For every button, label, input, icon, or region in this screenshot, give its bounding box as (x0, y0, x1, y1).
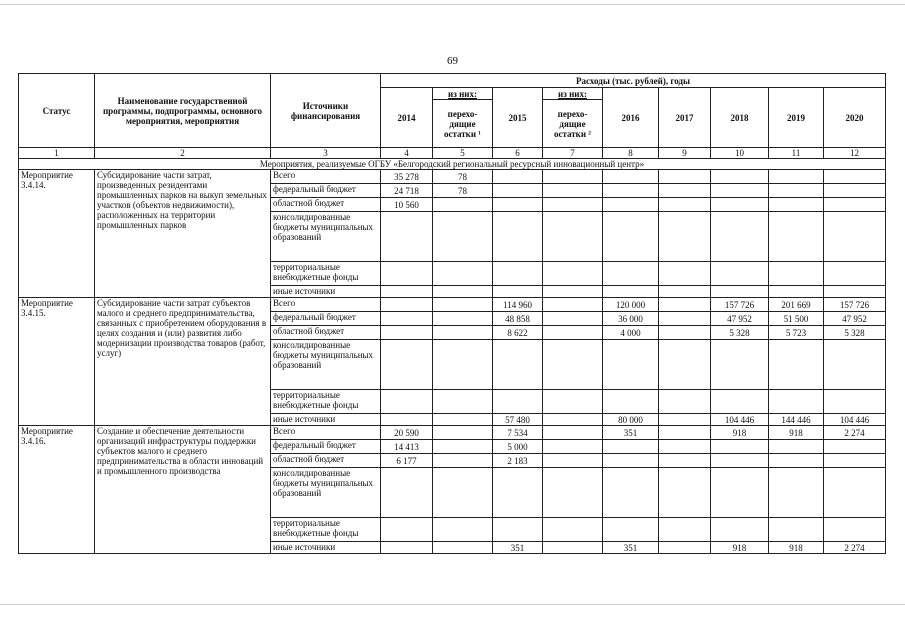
header-carry-1: перехо-дящие остатки ¹ (433, 100, 493, 148)
amount-cell (381, 286, 433, 298)
amount-cell (711, 454, 769, 468)
amount-cell: 2 274 (824, 542, 886, 554)
amount-cell (543, 454, 603, 468)
amount-cell (824, 286, 886, 298)
amount-cell (824, 198, 886, 212)
amount-cell (711, 184, 769, 198)
amount-cell (824, 184, 886, 198)
column-number: 11 (769, 148, 824, 159)
amount-cell (543, 298, 603, 312)
amount-cell (659, 184, 711, 198)
amount-cell (659, 390, 711, 414)
amount-cell: 2 274 (824, 426, 886, 440)
amount-cell (659, 518, 711, 542)
amount-cell (381, 390, 433, 414)
amount-cell: 144 446 (769, 414, 824, 426)
amount-cell: 8 622 (493, 326, 543, 340)
amount-cell (381, 312, 433, 326)
amount-cell: 80 000 (603, 414, 659, 426)
amount-cell: 5 723 (769, 326, 824, 340)
amount-cell (433, 262, 493, 286)
amount-cell (433, 312, 493, 326)
amount-cell (433, 390, 493, 414)
amount-cell (381, 542, 433, 554)
amount-cell (824, 518, 886, 542)
amount-cell (543, 440, 603, 454)
amount-cell (543, 170, 603, 184)
scan-edge-top (0, 4, 905, 5)
measure-name: Субсидирование части затрат субъектов малого и среднего предпринимательства, связанных с приобретением оборудования в целях создания и (или) развития либо модернизации производства товаров (работ, услуг) (95, 298, 271, 426)
amount-cell (659, 414, 711, 426)
amount-cell (381, 468, 433, 518)
amount-cell (711, 286, 769, 298)
amount-cell (659, 212, 711, 262)
amount-cell (543, 262, 603, 286)
amount-cell (603, 198, 659, 212)
amount-cell (543, 542, 603, 554)
amount-cell (659, 312, 711, 326)
amount-cell (824, 170, 886, 184)
funding-source: иные источники (271, 542, 381, 554)
column-number: 12 (824, 148, 886, 159)
amount-cell (603, 184, 659, 198)
amount-cell (603, 286, 659, 298)
measure-name: Создание и обеспечение деятельности организаций инфраструктуры поддержки субъектов малого и среднего предпринимательства в области инноваций и промышленного производства (95, 426, 271, 554)
amount-cell: 918 (711, 426, 769, 440)
amount-cell (659, 262, 711, 286)
amount-cell: 120 000 (603, 298, 659, 312)
amount-cell: 48 858 (493, 312, 543, 326)
column-number: 3 (271, 148, 381, 159)
amount-cell (603, 262, 659, 286)
amount-cell (603, 454, 659, 468)
header-2014: 2014 (381, 88, 433, 148)
amount-cell (433, 542, 493, 554)
amount-cell: 918 (711, 542, 769, 554)
amount-cell (659, 440, 711, 454)
amount-cell: 24 718 (381, 184, 433, 198)
header-2019: 2019 (769, 88, 824, 148)
amount-cell (769, 170, 824, 184)
funding-source: областной бюджет (271, 454, 381, 468)
amount-cell (433, 518, 493, 542)
amount-cell (543, 518, 603, 542)
amount-cell (433, 440, 493, 454)
amount-cell (381, 414, 433, 426)
amount-cell (659, 454, 711, 468)
amount-cell: 157 726 (824, 298, 886, 312)
funding-source: областной бюджет (271, 198, 381, 212)
amount-cell (543, 414, 603, 426)
column-number: 5 (433, 148, 493, 159)
header-2017: 2017 (659, 88, 711, 148)
amount-cell (659, 286, 711, 298)
amount-cell (711, 468, 769, 518)
table-row (19, 170, 886, 184)
amount-cell (769, 286, 824, 298)
amount-cell (603, 212, 659, 262)
funding-source: Всего (271, 170, 381, 184)
amount-cell (659, 542, 711, 554)
amount-cell (659, 198, 711, 212)
column-number: 1 (19, 148, 95, 159)
amount-cell (711, 170, 769, 184)
amount-cell (543, 468, 603, 518)
amount-cell: 14 413 (381, 440, 433, 454)
scan-edge-bottom (0, 604, 905, 605)
amount-cell: 5 328 (711, 326, 769, 340)
amount-cell (603, 340, 659, 390)
amount-cell (711, 212, 769, 262)
amount-cell (543, 198, 603, 212)
amount-cell: 104 446 (711, 414, 769, 426)
amount-cell (603, 390, 659, 414)
table-header (19, 74, 886, 170)
amount-cell (493, 518, 543, 542)
funding-source: иные источники (271, 414, 381, 426)
header-sources: Источники финансирования (271, 74, 381, 148)
column-number: 7 (543, 148, 603, 159)
amount-cell (824, 212, 886, 262)
amount-cell (711, 262, 769, 286)
amount-cell (603, 170, 659, 184)
amount-cell (543, 326, 603, 340)
amount-cell (493, 198, 543, 212)
header-name: Наименование государственной программы, подпрограммы, основного мероприятия, мероприятия (95, 74, 271, 148)
amount-cell (824, 340, 886, 390)
funding-source: территориальные внебюджетные фонды (271, 390, 381, 414)
amount-cell (769, 262, 824, 286)
amount-cell (711, 440, 769, 454)
amount-cell: 5 000 (493, 440, 543, 454)
amount-cell: 35 278 (381, 170, 433, 184)
amount-cell (659, 326, 711, 340)
header-carry-2: перехо-дящие остатки ² (543, 100, 603, 148)
amount-cell: 114 960 (493, 298, 543, 312)
amount-cell (543, 390, 603, 414)
amount-cell (711, 340, 769, 390)
funding-source: консолидированные бюджеты муниципальных образований (271, 212, 381, 262)
amount-cell (769, 454, 824, 468)
amount-cell: 47 952 (711, 312, 769, 326)
amount-cell: 918 (769, 426, 824, 440)
amount-cell: 2 183 (493, 454, 543, 468)
measure-status: Мероприятие 3.4.15. (19, 298, 95, 426)
amount-cell (824, 440, 886, 454)
amount-cell: 51 500 (769, 312, 824, 326)
amount-cell (493, 390, 543, 414)
amount-cell (824, 468, 886, 518)
column-number: 8 (603, 148, 659, 159)
header-status: Статус (19, 74, 95, 148)
amount-cell (493, 212, 543, 262)
amount-cell (433, 426, 493, 440)
measure-status: Мероприятие 3.4.16. (19, 426, 95, 554)
amount-cell (711, 518, 769, 542)
funding-source: территориальные внебюджетные фонды (271, 262, 381, 286)
header-2016: 2016 (603, 88, 659, 148)
amount-cell: 157 726 (711, 298, 769, 312)
page-number: 69 (447, 55, 458, 67)
header-of-which-2: из них: (543, 88, 603, 100)
amount-cell (493, 286, 543, 298)
amount-cell: 351 (603, 426, 659, 440)
amount-cell (659, 170, 711, 184)
amount-cell (493, 170, 543, 184)
amount-cell (543, 286, 603, 298)
amount-cell (659, 426, 711, 440)
amount-cell (603, 468, 659, 518)
amount-cell: 4 000 (603, 326, 659, 340)
amount-cell (769, 390, 824, 414)
table-body (19, 170, 886, 554)
amount-cell (381, 340, 433, 390)
funding-source: областной бюджет (271, 326, 381, 340)
measure-status: Мероприятие 3.4.14. (19, 170, 95, 298)
amount-cell (433, 198, 493, 212)
funding-source: федеральный бюджет (271, 184, 381, 198)
amount-cell: 104 446 (824, 414, 886, 426)
funding-source: территориальные внебюджетные фонды (271, 518, 381, 542)
amount-cell (433, 468, 493, 518)
amount-cell: 6 177 (381, 454, 433, 468)
column-number: 6 (493, 148, 543, 159)
amount-cell (769, 198, 824, 212)
amount-cell (381, 326, 433, 340)
amount-cell: 78 (433, 170, 493, 184)
amount-cell (769, 184, 824, 198)
amount-cell (603, 440, 659, 454)
amount-cell (381, 518, 433, 542)
header-2015: 2015 (493, 88, 543, 148)
amount-cell: 78 (433, 184, 493, 198)
budget-table (18, 73, 886, 554)
amount-cell: 10 560 (381, 198, 433, 212)
funding-source: Всего (271, 298, 381, 312)
column-number: 2 (95, 148, 271, 159)
amount-cell (433, 340, 493, 390)
amount-cell: 47 952 (824, 312, 886, 326)
amount-cell (433, 298, 493, 312)
amount-cell (711, 198, 769, 212)
amount-cell (659, 298, 711, 312)
funding-source: консолидированные бюджеты муниципальных образований (271, 340, 381, 390)
funding-source: иные источники (271, 286, 381, 298)
amount-cell (493, 184, 543, 198)
header-2020: 2020 (824, 88, 886, 148)
amount-cell (493, 340, 543, 390)
column-number: 4 (381, 148, 433, 159)
amount-cell (543, 340, 603, 390)
column-number: 9 (659, 148, 711, 159)
amount-cell (543, 426, 603, 440)
amount-cell (769, 440, 824, 454)
column-number: 10 (711, 148, 769, 159)
amount-cell: 5 328 (824, 326, 886, 340)
amount-cell (433, 212, 493, 262)
amount-cell (769, 518, 824, 542)
header-expenses: Расходы (тыс. рублей), годы (381, 74, 886, 88)
table-row (19, 426, 886, 440)
amount-cell (433, 286, 493, 298)
amount-cell (543, 212, 603, 262)
amount-cell (769, 468, 824, 518)
header-of-which-1: из них: (433, 88, 493, 100)
amount-cell (381, 212, 433, 262)
amount-cell: 351 (493, 542, 543, 554)
amount-cell: 20 590 (381, 426, 433, 440)
amount-cell (824, 262, 886, 286)
amount-cell (659, 340, 711, 390)
funding-source: консолидированные бюджеты муниципальных образований (271, 468, 381, 518)
section-title: Мероприятия, реализуемые ОГБУ «Белгородский региональный ресурсный инновационный центр» (19, 159, 886, 170)
amount-cell (433, 326, 493, 340)
funding-source: федеральный бюджет (271, 440, 381, 454)
amount-cell: 201 669 (769, 298, 824, 312)
header-2018: 2018 (711, 88, 769, 148)
amount-cell (493, 262, 543, 286)
amount-cell (433, 414, 493, 426)
amount-cell (543, 312, 603, 326)
amount-cell (769, 212, 824, 262)
amount-cell: 918 (769, 542, 824, 554)
amount-cell: 57 480 (493, 414, 543, 426)
amount-cell (433, 454, 493, 468)
amount-cell: 36 000 (603, 312, 659, 326)
column-numbers-row (19, 148, 886, 159)
amount-cell: 7 534 (493, 426, 543, 440)
amount-cell (824, 390, 886, 414)
measure-name: Субсидирование части затрат, произведенных резидентами промышленных парков на выкуп земельных участков (объектов недвижимости), расположенных на территории промышленных парков (95, 170, 271, 298)
funding-source: Всего (271, 426, 381, 440)
amount-cell (543, 184, 603, 198)
funding-source: федеральный бюджет (271, 312, 381, 326)
amount-cell: 351 (603, 542, 659, 554)
amount-cell (659, 468, 711, 518)
amount-cell (824, 454, 886, 468)
table-row (19, 298, 886, 312)
amount-cell (603, 518, 659, 542)
amount-cell (381, 262, 433, 286)
amount-cell (381, 298, 433, 312)
amount-cell (493, 468, 543, 518)
amount-cell (711, 390, 769, 414)
amount-cell (769, 340, 824, 390)
